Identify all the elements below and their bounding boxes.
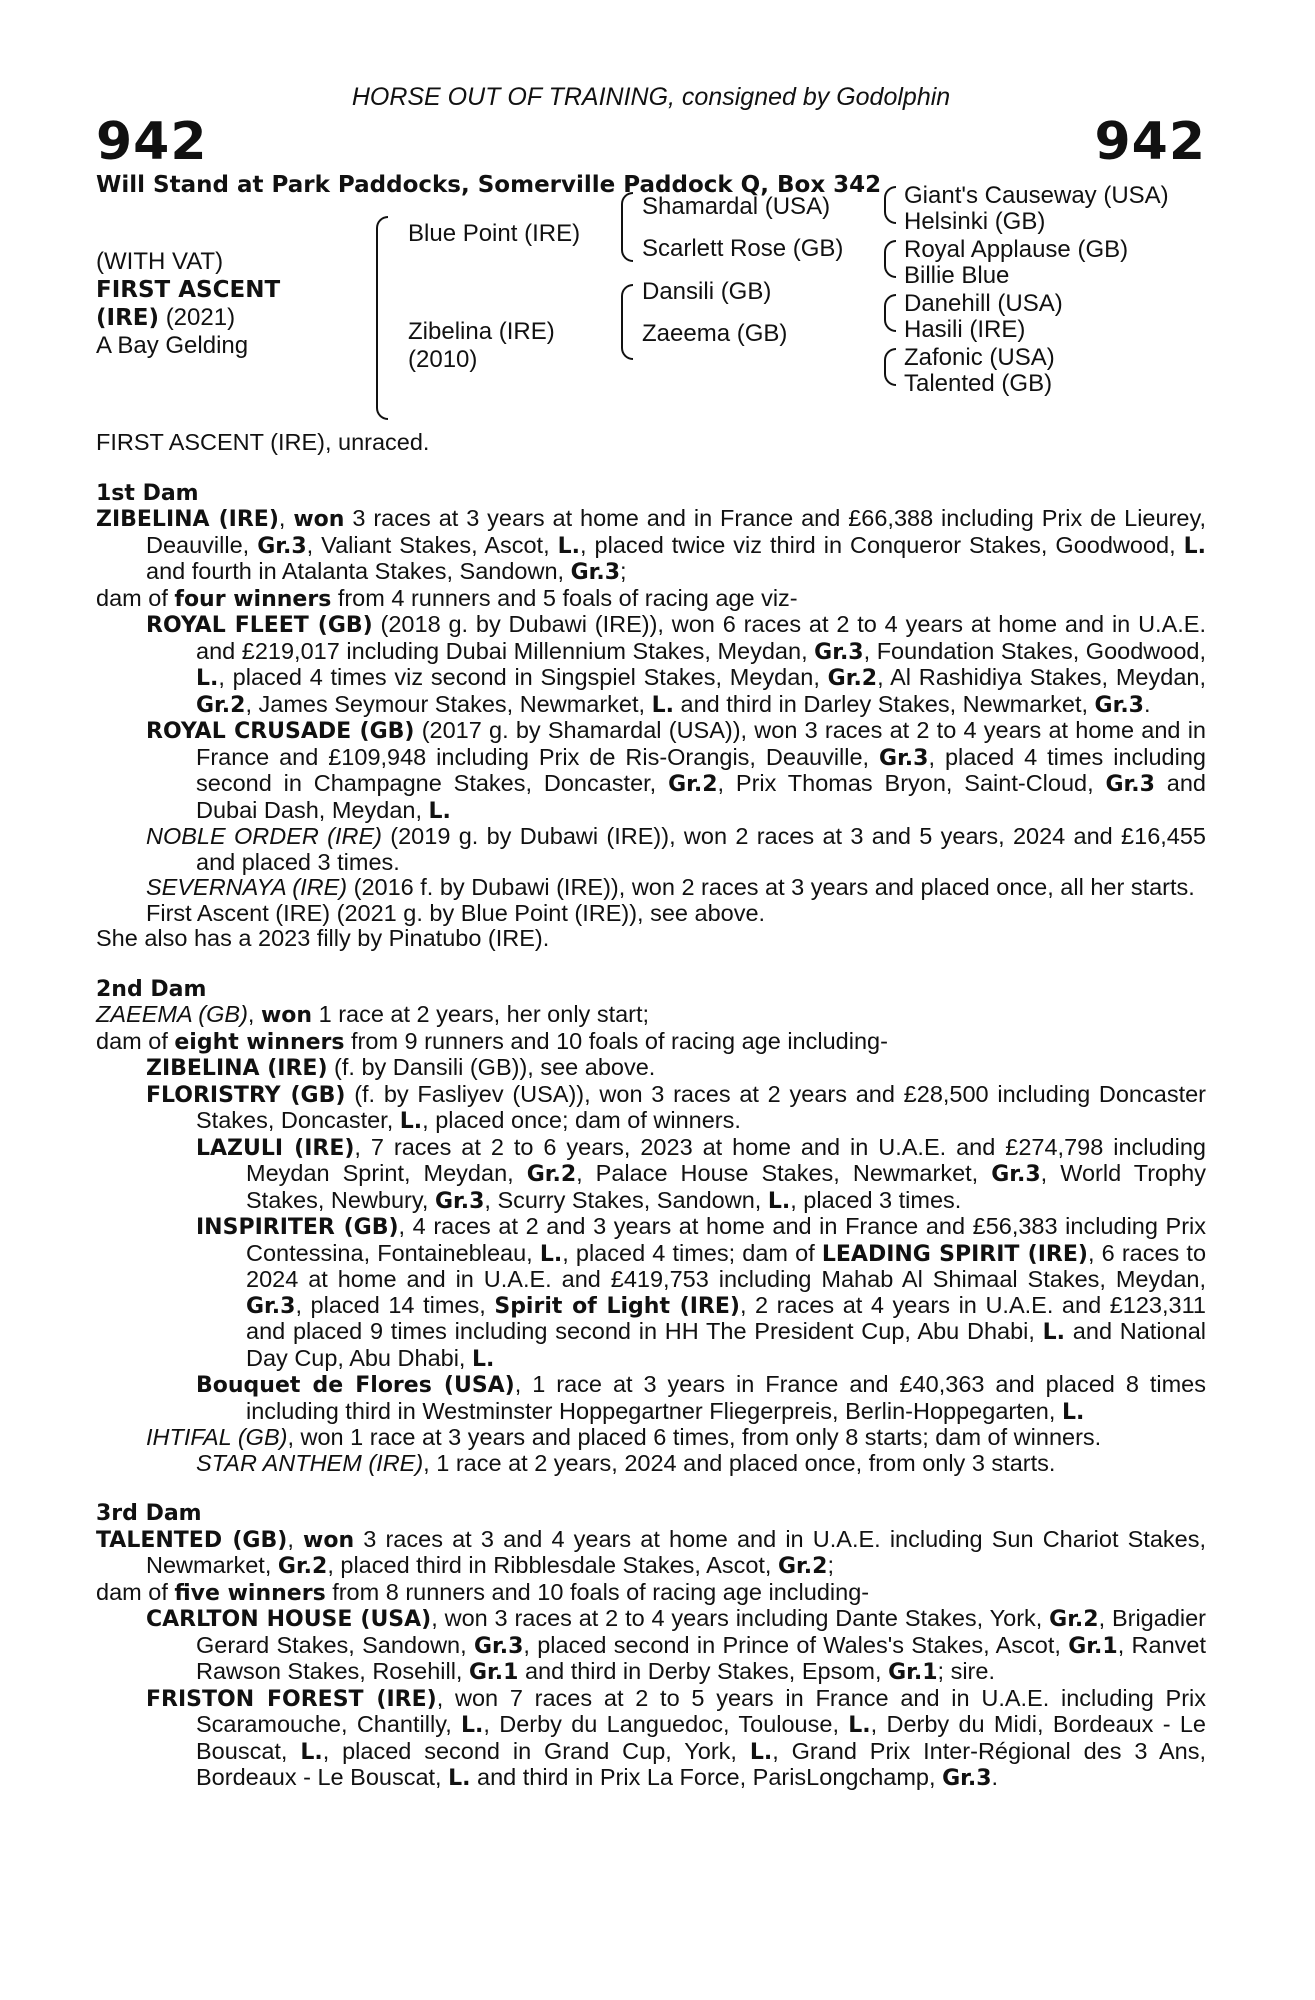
horse-block xyxy=(96,248,280,360)
catalogue-page xyxy=(96,80,1206,1792)
third-dam-para: TALENTED (GB), won 3 races at 3 and 4 years at home and in U.A.E. including Sun Chariot Stakes, Newmarket, Gr.2, placed third in Ribblesdale Stakes, Ascot, Gr.2; xyxy=(96,1525,1206,1579)
sire-sire: Shamardal (USA) xyxy=(642,193,831,220)
brace-g3 xyxy=(884,294,896,332)
gg-8: Talented (GB) xyxy=(904,370,1053,397)
progeny-noble-order: NOBLE ORDER (IRE) (2019 g. by Dubawi (IRE)), won 2 races at 3 and 5 years, 2024 and £16,455 and placed 3 times. xyxy=(146,823,1207,875)
gg-7: Zafonic (USA) xyxy=(904,344,1055,371)
progeny-friston-forest: FRISTON FOREST (IRE), won 7 races at 2 to 5 years in France and in U.A.E. including Prix Scaramouche, Chantilly, L., Derby du Languedoc, Toulouse, L., Derby du Midi, Bordeaux - Le Bouscat, L., placed second in Grand Cup, York, L., Grand Prix Inter-Régional des 3 Ans, Bordeaux - Le Bouscat, L. and third in Prix La Force, ParisLongchamp, Gr.3. xyxy=(146,1684,1206,1791)
gg-1: Giant's Causeway (USA) xyxy=(904,182,1169,209)
first-dam-note: She also has a 2023 filly by Pinatubo (IRE). xyxy=(96,925,550,951)
horse-year: (2021) xyxy=(165,304,236,331)
dam: Zibelina (IRE) xyxy=(408,318,555,345)
brace-g1 xyxy=(884,186,896,224)
lot-number-right: 942 xyxy=(1094,112,1206,172)
progeny-inspiriter: INSPIRITER (GB), 4 races at 2 and 3 years at home and in France and £56,383 including Prix Contessina, Fontainebleau, L., placed 4 times; dam of LEADING SPIRIT (IRE), 6 races to 2024 at home and in U.A.E. and £419,753 including Mahab Al Shimaal Stakes, Meydan, Gr.3, placed 14 times, Spirit of Light (IRE), 2 races at 4 years in U.A.E. and £123,311 and placed 9 times including second in HH The President Cup, Abu Dhabi, L. and National Day Cup, Abu Dhabi, L. xyxy=(196,1213,1207,1372)
stand-location: Will Stand at Park Paddocks, Somerville Paddock Q, Box 342 xyxy=(96,172,882,198)
second-dam-para: ZAEEMA (GB), won 1 race at 2 years, her only start; xyxy=(96,1001,650,1028)
second-dam-heading: 2nd Dam xyxy=(96,976,207,1002)
page-header: HORSE OUT OF TRAINING, consigned by Godolphin xyxy=(351,83,951,111)
lot-number-left: 942 xyxy=(96,112,208,172)
brace-main xyxy=(376,216,388,420)
progeny-star-anthem: STAR ANTHEM (IRE), 1 race at 2 years, 2024 and placed once, from only 3 starts. xyxy=(196,1449,1056,1476)
gg-2: Helsinki (GB) xyxy=(904,208,1046,235)
brace-dam xyxy=(621,284,633,360)
third-dam-heading: 3rd Dam xyxy=(96,1501,202,1526)
sire: Blue Point (IRE) xyxy=(408,220,581,247)
dam-year: (2010) xyxy=(408,346,478,373)
dam-dam: Zaeema (GB) xyxy=(642,320,788,347)
dam-sire: Dansili (GB) xyxy=(642,278,772,305)
brace-g4 xyxy=(884,348,896,386)
first-dam-dam-of: dam of four winners from 4 runners and 5 foals of racing age viz- xyxy=(96,584,798,612)
progeny-floristry: FLORISTRY (GB) (f. by Fasliyev (USA)), won 3 races at 2 years and £28,500 including Doncaster Stakes, Doncaster, L., placed once; dam of winners. xyxy=(146,1080,1206,1134)
gg-5: Danehill (USA) xyxy=(904,290,1063,317)
brace-sire xyxy=(621,192,633,262)
intro-line: FIRST ASCENT (IRE), unraced. xyxy=(96,429,430,455)
gg-3: Royal Applause (GB) xyxy=(904,236,1129,263)
progeny-royal-crusade: ROYAL CRUSADE (GB) (2017 g. by Shamardal (USA)), won 3 races at 2 to 4 years at home and in France and £109,948 including Prix de Ris-Orangis, Deauville, Gr.3, placed 4 times including second in Champagne Stakes, Doncaster, Gr.2, Prix Thomas Bryon, Saint-Cloud, Gr.3 and Dubai Dash, Meydan, L. xyxy=(146,717,1207,824)
progeny-zibelina: ZIBELINA (IRE) (f. by Dansili (GB)), see above. xyxy=(146,1054,656,1081)
gg-4: Billie Blue xyxy=(904,262,1010,289)
third-dam-dam-of: dam of five winners from 8 runners and 10 foals of racing age including- xyxy=(96,1578,870,1606)
second-dam-dam-of: dam of eight winners from 9 runners and 10 foals of racing age including- xyxy=(96,1027,888,1055)
lot-row xyxy=(96,114,1206,170)
progeny-ihtifal: IHTIFAL (GB), won 1 race at 3 years and placed 6 times, from only 8 starts; dam of winners. xyxy=(146,1424,1102,1450)
catalogue-body xyxy=(96,430,1206,1792)
horse-description: A Bay Gelding xyxy=(96,332,249,359)
progeny-royal-fleet: ROYAL FLEET (GB) (2018 g. by Dubawi (IRE)), won 6 races at 2 to 4 years at home and in U.A.E. and £219,017 including Dubai Millennium Stakes, Meydan, Gr.3, Foundation Stakes, Goodwood, L., placed 4 times viz second in Singspiel Stakes, Meydan, Gr.2, Al Rashidiya Stakes, Meydan, Gr.2, James Seymour Stakes, Newmarket, L. and third in Darley Stakes, Newmarket, Gr.3. xyxy=(146,611,1206,718)
progeny-first-ascent: First Ascent (IRE) (2021 g. by Blue Point (IRE)), see above. xyxy=(146,899,766,926)
progeny-severnaya: SEVERNAYA (IRE) (2016 f. by Dubawi (IRE)), won 2 races at 3 years and placed once, all her starts. xyxy=(146,874,1195,900)
progeny-bouquet-de-flores: Bouquet de Flores (USA), 1 race at 3 years in France and £40,363 and placed 8 times including third in Westminster Hoppegartner Fliegerpreis, Berlin-Hoppegarten, L. xyxy=(196,1371,1206,1425)
gg-6: Hasili (IRE) xyxy=(904,316,1026,343)
horse-suffix: (IRE) xyxy=(96,305,160,331)
horse-name: FIRST ASCENT xyxy=(96,277,281,303)
progeny-carlton-house: CARLTON HOUSE (USA), won 3 races at 2 to 4 years including Dante Stakes, York, Gr.2, Brigadier Gerard Stakes, Sandown, Gr.3, placed second in Prince of Wales's Stakes, Ascot, Gr.1, Ranvet Rawson Stakes, Rosehill, Gr.1 and third in Derby Stakes, Epsom, Gr.1; sire. xyxy=(146,1605,1207,1685)
sire-dam: Scarlett Rose (GB) xyxy=(642,235,844,262)
vat-label: (WITH VAT) xyxy=(96,248,224,275)
brace-g2 xyxy=(884,240,896,278)
first-dam-heading: 1st Dam xyxy=(96,480,199,506)
progeny-lazuli: LAZULI (IRE), 7 races at 2 to 6 years, 2023 at home and in U.A.E. and £274,798 including Meydan Sprint, Meydan, Gr.2, Palace House Stakes, Newmarket, Gr.3, World Trophy Stakes, Newbury, Gr.3, Scurry Stakes, Sandown, L., placed 3 times. xyxy=(196,1133,1206,1214)
first-dam-para: ZIBELINA (IRE), won 3 races at 3 years at home and in France and £66,388 including Prix de Lieurey, Deauville, Gr.3, Valiant Stakes, Ascot, L., placed twice viz third in Conqueror Stakes, Goodwood, L. and fourth in Atalanta Stakes, Sandown, Gr.3; xyxy=(96,505,1207,585)
